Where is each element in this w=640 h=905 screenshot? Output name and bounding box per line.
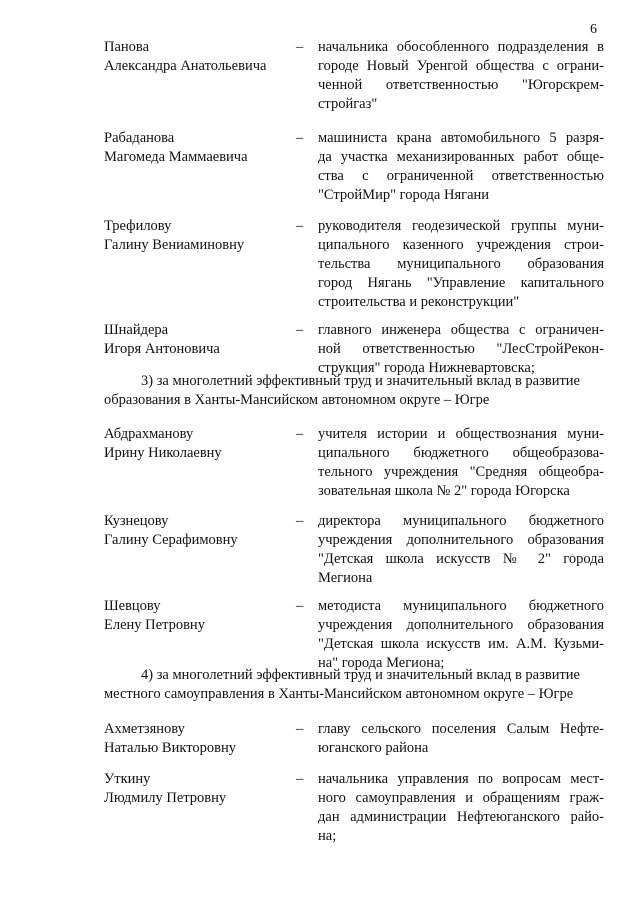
description-line: главу сельского поселения Салым Нефте-	[318, 721, 604, 737]
description-line: зовательная школа № 2" города Югорска	[318, 483, 570, 499]
description-line: ципального бюджетного общеобразова-	[318, 445, 604, 461]
dash-separator: –	[296, 598, 304, 614]
recipient-surname: Шевцову	[104, 598, 161, 614]
position-description	[318, 129, 604, 205]
recipient-surname: Панова	[104, 39, 150, 55]
description-line: да участка механизированных работ обще-	[318, 149, 604, 165]
section-heading	[104, 666, 604, 704]
description-line: руководителя геодезической группы муни-	[318, 218, 604, 234]
description-line: тельства муниципального образования	[318, 256, 604, 272]
position-description	[318, 425, 604, 501]
description-line: ства с ограниченной ответственностью	[318, 168, 604, 184]
dash-separator: –	[296, 39, 304, 55]
description-line: начальника обособленного подразделения в	[318, 39, 604, 55]
description-line: на;	[318, 828, 337, 844]
position-description	[318, 217, 604, 312]
position-description	[318, 321, 604, 378]
description-line: дан администрации Нефтеюганского райо-	[318, 809, 604, 825]
description-line: директора муниципального бюджетного	[318, 513, 604, 529]
description-line: "Детская школа искусств им. А.М. Кузьми-	[318, 636, 604, 652]
description-line: струкция" города Нижневартовска;	[318, 360, 535, 376]
description-line: ципального казенного учреждения строи-	[318, 237, 604, 253]
description-line: главного инженера общества с ограничен-	[318, 322, 604, 338]
recipient-given-names: Ирину Николаевну	[104, 445, 222, 461]
dash-separator: –	[296, 721, 304, 737]
description-line: Мегиона	[318, 570, 373, 586]
recipient-name	[104, 597, 284, 635]
description-line: ного самоуправления и обращениям граж-	[318, 790, 604, 806]
description-line: "СтройМир" города Нягани	[318, 187, 490, 203]
recipient-name	[104, 129, 284, 167]
recipient-surname: Рабаданова	[104, 130, 175, 146]
description-line: методиста муниципального бюджетного	[318, 598, 604, 614]
description-line: учителя истории и обществознания муни-	[318, 426, 604, 442]
section-heading	[104, 372, 604, 410]
recipient-name	[104, 321, 284, 359]
recipient-given-names: Наталью Викторовну	[104, 740, 236, 756]
recipient-surname: Кузнецову	[104, 513, 169, 529]
section-heading-line: 3) за многолетний эффективный труд и значительный вклад в развитие	[141, 373, 580, 389]
dash-separator: –	[296, 322, 304, 338]
description-line: стройгаз"	[318, 96, 378, 112]
recipient-surname: Трефилову	[104, 218, 172, 234]
recipient-given-names: Магомеда Маммаевича	[104, 149, 248, 165]
description-line: строительства и реконструкции"	[318, 294, 520, 310]
recipient-given-names: Галину Вениаминовну	[104, 237, 245, 253]
description-line: начальника управления по вопросам мест-	[318, 771, 604, 787]
section-heading-line: образования в Ханты-Мансийском автономном округе – Югре	[104, 392, 490, 408]
section-heading-line: местного самоуправления в Ханты-Мансийском автономном округе – Югре	[104, 686, 574, 702]
recipient-name	[104, 512, 284, 550]
description-line: юганского района	[318, 740, 429, 756]
recipient-name	[104, 38, 284, 76]
recipient-given-names: Людмилу Петровну	[104, 790, 227, 806]
recipient-surname: Абдрахманову	[104, 426, 194, 442]
position-description	[318, 720, 604, 758]
recipient-name	[104, 217, 284, 255]
position-description	[318, 597, 604, 673]
recipient-given-names: Елену Петровну	[104, 617, 205, 633]
page-number: 6	[590, 22, 597, 37]
dash-separator: –	[296, 130, 304, 146]
description-line: учреждения дополнительного образования	[318, 532, 604, 548]
description-line: городе Новый Уренгой общества с ограни-	[318, 58, 604, 74]
dash-separator: –	[296, 426, 304, 442]
dash-separator: –	[296, 771, 304, 787]
position-description	[318, 38, 604, 114]
dash-separator: –	[296, 513, 304, 529]
section-heading-line: 4) за многолетний эффективный труд и значительный вклад в развитие	[141, 667, 580, 683]
dash-separator: –	[296, 218, 304, 234]
description-line: учреждения дополнительного образования	[318, 617, 604, 633]
description-line: тельного учреждения "Средняя общеобра-	[318, 464, 604, 480]
recipient-surname: Шнайдера	[104, 322, 169, 338]
recipient-surname: Ахметзянову	[104, 721, 185, 737]
description-line: ной ответственностью "ЛесСтройРекон-	[318, 341, 604, 357]
recipient-name	[104, 720, 284, 758]
recipient-given-names: Игоря Антоновича	[104, 341, 220, 357]
recipient-surname: Уткину	[104, 771, 151, 787]
description-line: город Нягань "Управление капитального	[318, 275, 604, 291]
description-line: ченной ответственностью "Югорскрем-	[318, 77, 604, 93]
description-line: машиниста крана автомобильного 5 разря-	[318, 130, 604, 146]
position-description	[318, 770, 604, 846]
description-line: "Детская школа искусств № 2" города	[318, 551, 604, 567]
recipient-name	[104, 425, 284, 463]
recipient-name	[104, 770, 284, 808]
description-line: на" города Мегиона;	[318, 655, 445, 671]
recipient-given-names: Александра Анатольевича	[104, 58, 267, 74]
recipient-given-names: Галину Серафимовну	[104, 532, 238, 548]
position-description	[318, 512, 604, 588]
